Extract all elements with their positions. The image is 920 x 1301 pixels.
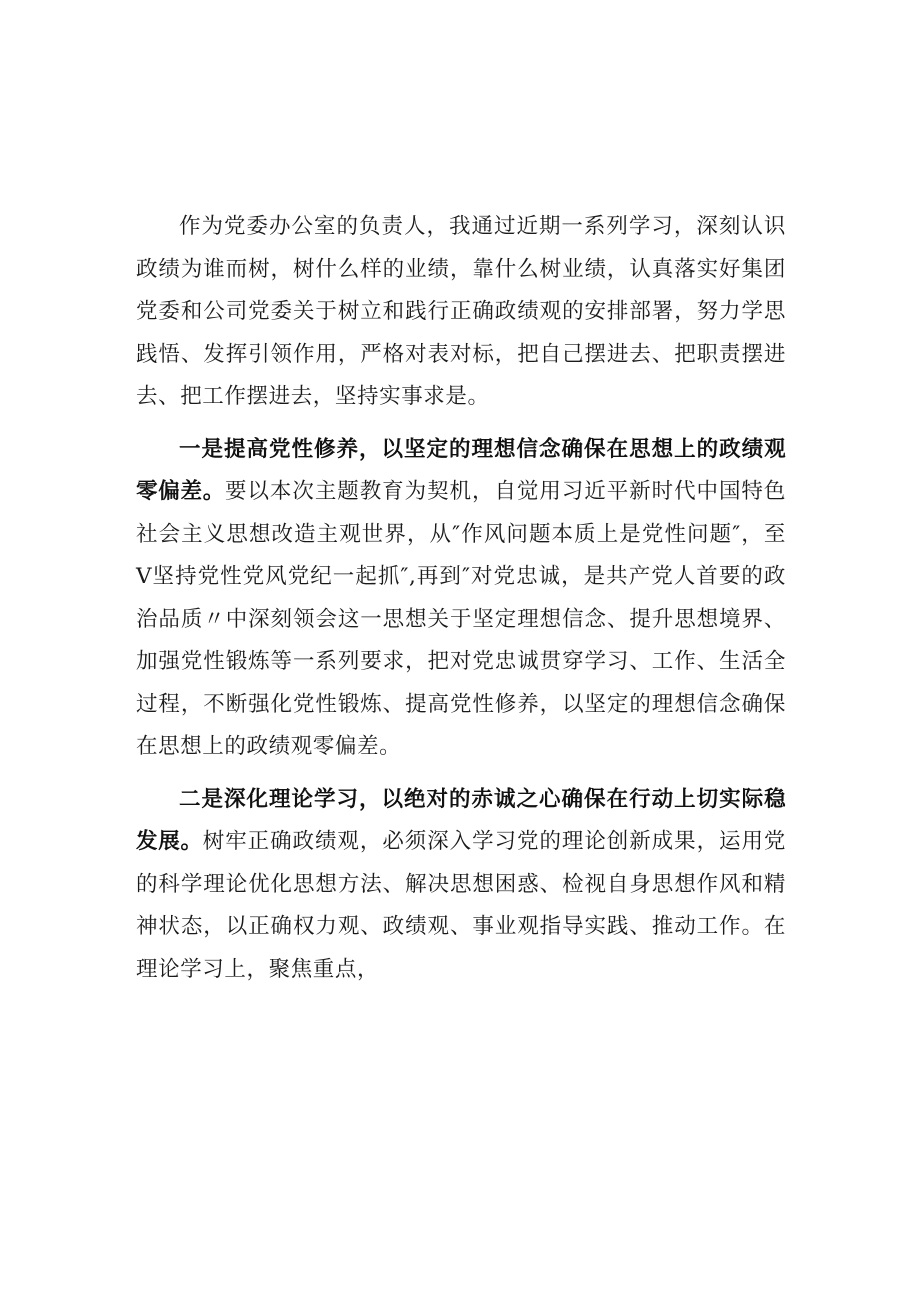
paragraph-intro — [136, 206, 786, 419]
paragraph-intro-text: 作为党委办公室的负责人，我通过近期一系列学习，深刻认识政绩为谁而树，树什么样的业绩，靠什么树业绩，认真落实好集团党委和公司党委关于树立和践行正确政绩观的安排部署，努力学思践悟、发挥引领作用，严格对表对标，把自己摆进去、把职责摆进去、把工作摆进去，坚持实事求是。 — [136, 214, 786, 409]
paragraph-point-two — [136, 779, 786, 992]
document-body — [136, 206, 786, 991]
paragraph-point-one-text: 要以本次主题教育为契机，自觉用习近平新时代中国特色社会主义思想改造主观世界，从″作风问题本质上是党性问题″，至V坚持党性党风党纪一起抓″,再到″对党忠诚，是共产党人首要的政治品质〃中深刻领会这一思想关于坚定理想信念、提升思想境界、加强党性锻炼等一系列要求，把对党忠诚贯穿学习、工作、生活全过程，不断强化党性锻炼、提高党性修养，以坚定的理想信念确保在思想上的政绩观零偏差。 — [136, 479, 786, 759]
paragraph-point-one — [136, 429, 786, 769]
paragraph-point-two-heading: 二是深化理论学习，以绝对的赤诚之心确保在行动上切实际稳发展。 — [136, 786, 786, 854]
paragraph-point-two-text: 树牢正确政绩观，必须深入学习党的理论创新成果，运用党的科学理论优化思想方法、解决思想困惑、检视自身思想作风和精神状态，以正确权力观、政绩观、事业观指导实践、推动工作。在理论学习上，聚焦重点， — [136, 829, 787, 982]
paragraph-point-one-heading: 一是提高党性修养，以坚定的理想信念确保在思想上的政绩观零偏差。 — [136, 436, 786, 504]
